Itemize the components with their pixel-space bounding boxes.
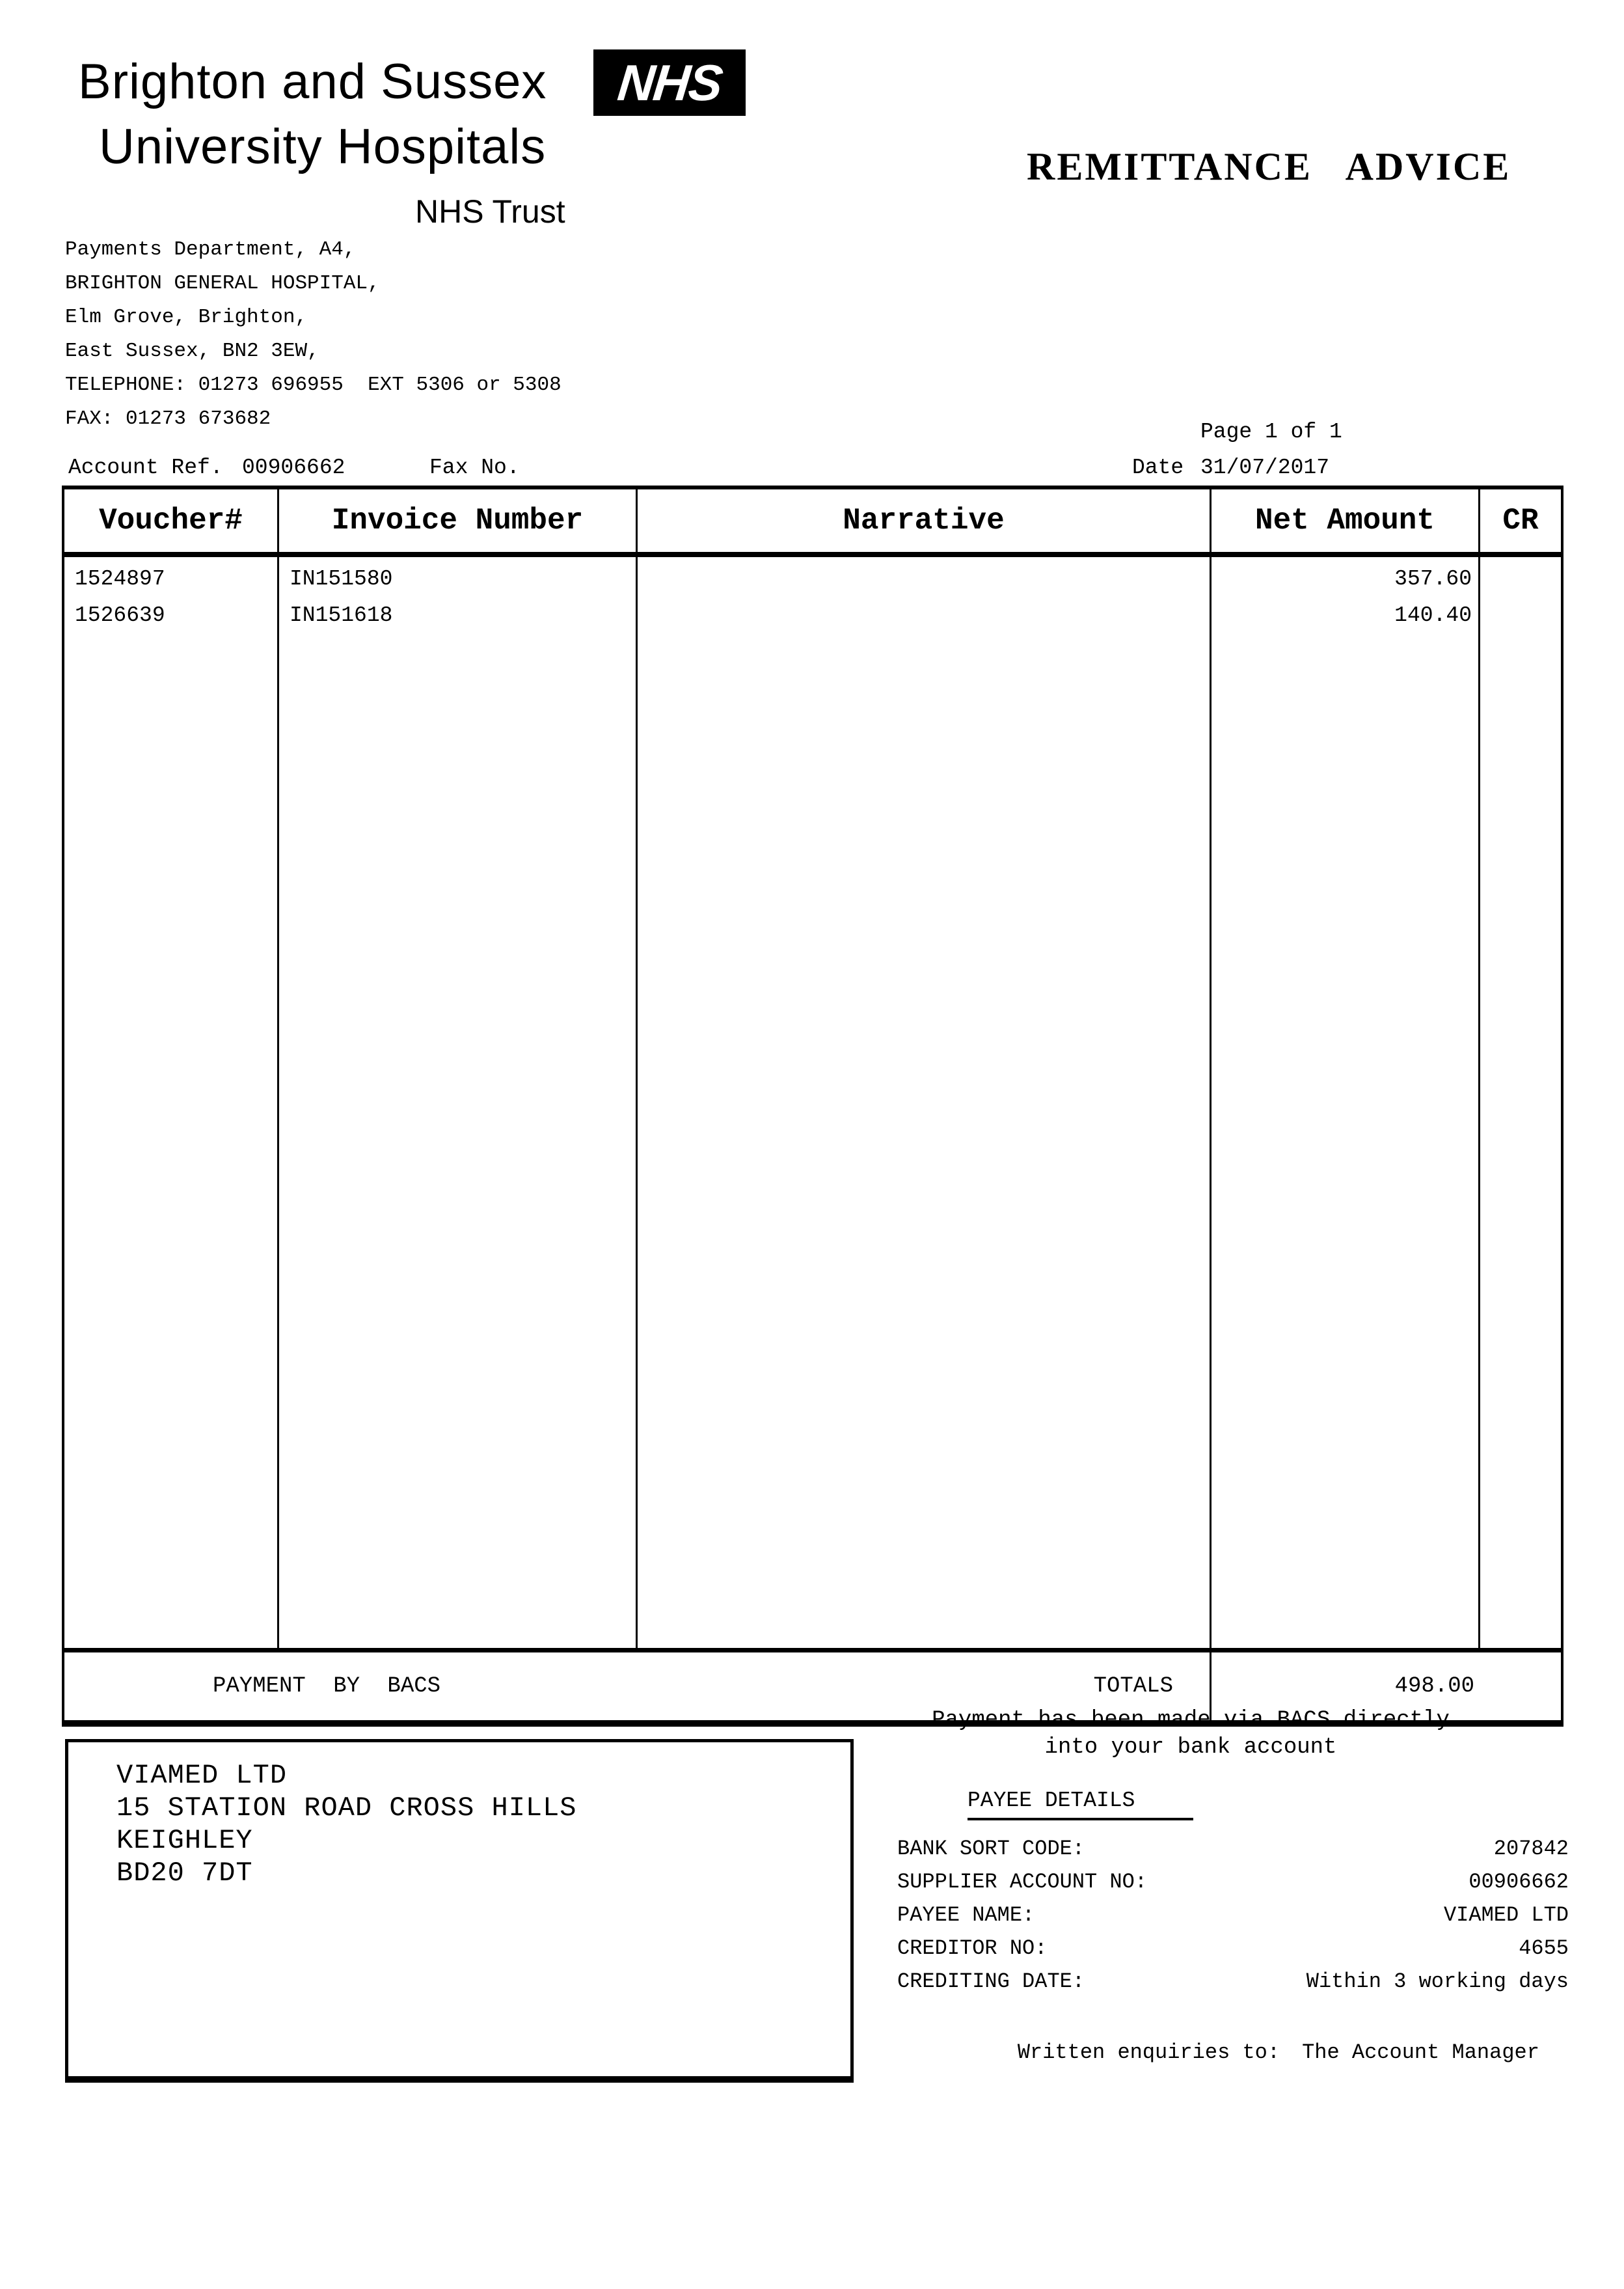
bank-sort-code-label: BANK SORT CODE: xyxy=(897,1837,1085,1861)
date-label: Date xyxy=(1132,456,1184,480)
payment-note xyxy=(930,1706,1451,1761)
creditor-no-label: CREDITOR NO: xyxy=(897,1936,1048,1960)
payee-detail-row xyxy=(897,1837,1569,1870)
column-header-narrative: Narrative xyxy=(638,489,1211,552)
payment-note-line1: Payment has been made via BACS directly xyxy=(932,1708,1450,1733)
org-name-line1: Brighton and Sussex xyxy=(78,54,547,109)
invoice-number-column xyxy=(279,557,638,1648)
fax-number-label: Fax No. xyxy=(429,456,520,480)
creditor-no-value: 4655 xyxy=(1519,1936,1569,1960)
column-header-invoice-number: Invoice Number xyxy=(279,489,638,552)
payee-detail-row xyxy=(897,1870,1569,1903)
column-header-voucher: Voucher# xyxy=(64,489,279,552)
payee-address-line: BD20 7DT xyxy=(116,1857,253,1889)
net-amount-column xyxy=(1211,557,1480,1648)
net-amount-value: 357.60 xyxy=(1394,567,1472,591)
payment-method-label: PAYMENT BY BACS xyxy=(213,1674,441,1699)
account-ref-label: Account Ref. xyxy=(68,456,223,480)
payment-note-line2: into your bank account xyxy=(1044,1735,1337,1760)
bank-sort-code-value: 207842 xyxy=(1493,1837,1569,1861)
org-name-line3: NHS Trust xyxy=(415,193,565,230)
payee-detail-row xyxy=(897,1969,1569,2003)
payee-address-line: 15 STATION ROAD CROSS HILLS xyxy=(116,1792,577,1824)
sender-address-line: East Sussex, BN2 3EW, xyxy=(65,340,319,363)
invoice-number-value: IN151618 xyxy=(290,603,393,627)
date-value: 31/07/2017 xyxy=(1200,456,1330,480)
org-name-line2: University Hospitals xyxy=(99,119,547,174)
sender-address-line: Elm Grove, Brighton, xyxy=(65,306,308,329)
enquiries-label: Written enquiries to: xyxy=(1017,2040,1280,2064)
account-ref-value: 00906662 xyxy=(242,456,345,480)
column-header-net-amount: Net Amount xyxy=(1211,489,1480,552)
narrative-value xyxy=(638,601,1210,638)
cr-value xyxy=(1480,565,1561,601)
page-number: Page 1 of 1 xyxy=(1200,420,1342,444)
payee-name-label: PAYEE NAME: xyxy=(897,1903,1035,1927)
sender-address xyxy=(65,233,562,436)
meta-row xyxy=(0,456,1624,482)
payee-address-line: VIAMED LTD xyxy=(116,1760,288,1791)
payee-detail-row xyxy=(897,1903,1569,1936)
net-amount-value: 140.40 xyxy=(1394,603,1472,627)
payee-name-value: VIAMED LTD xyxy=(1443,1903,1569,1927)
voucher-value: 1524897 xyxy=(75,567,165,591)
sender-address-line: FAX: 01273 673682 xyxy=(65,407,271,430)
invoice-table-body xyxy=(64,557,1561,1648)
nhs-logo xyxy=(593,49,746,116)
cr-column xyxy=(1480,557,1561,1648)
payee-details-heading: PAYEE DETAILS xyxy=(968,1789,1193,1820)
invoice-table xyxy=(62,486,1563,1727)
sender-address-line: BRIGHTON GENERAL HOSPITAL, xyxy=(65,272,380,295)
voucher-value: 1526639 xyxy=(75,603,165,627)
invoice-table-header xyxy=(64,489,1561,557)
supplier-account-no-value: 00906662 xyxy=(1468,1870,1569,1894)
payee-detail-row xyxy=(897,1936,1569,1969)
cr-value xyxy=(1480,601,1561,638)
document-title: REMITTANCE ADVICE xyxy=(1027,145,1511,188)
payee-address-line: KEIGHLEY xyxy=(116,1825,253,1856)
narrative-column xyxy=(638,557,1211,1648)
supplier-account-no-label: SUPPLIER ACCOUNT NO: xyxy=(897,1870,1148,1894)
payee-address-box xyxy=(65,1739,854,2083)
sender-address-line: Payments Department, A4, xyxy=(65,238,356,261)
column-header-cr: CR xyxy=(1502,504,1539,538)
nhs-logo-text: NHS xyxy=(615,54,724,111)
invoice-number-value: IN151580 xyxy=(290,567,393,591)
enquiries-line xyxy=(968,2016,1539,2089)
narrative-value xyxy=(638,565,1210,601)
crediting-date-label: CREDITING DATE: xyxy=(897,1969,1085,1994)
totals-value: 498.00 xyxy=(1394,1674,1474,1699)
payee-details-list xyxy=(897,1837,1569,2003)
crediting-date-value: Within 3 working days xyxy=(1306,1969,1569,1994)
enquiries-value: The Account Manager xyxy=(1302,2040,1539,2064)
sender-address-line: TELEPHONE: 01273 696955 EXT 5306 or 5308 xyxy=(65,374,562,396)
voucher-column xyxy=(64,557,279,1648)
totals-label: TOTALS xyxy=(1093,1674,1173,1699)
